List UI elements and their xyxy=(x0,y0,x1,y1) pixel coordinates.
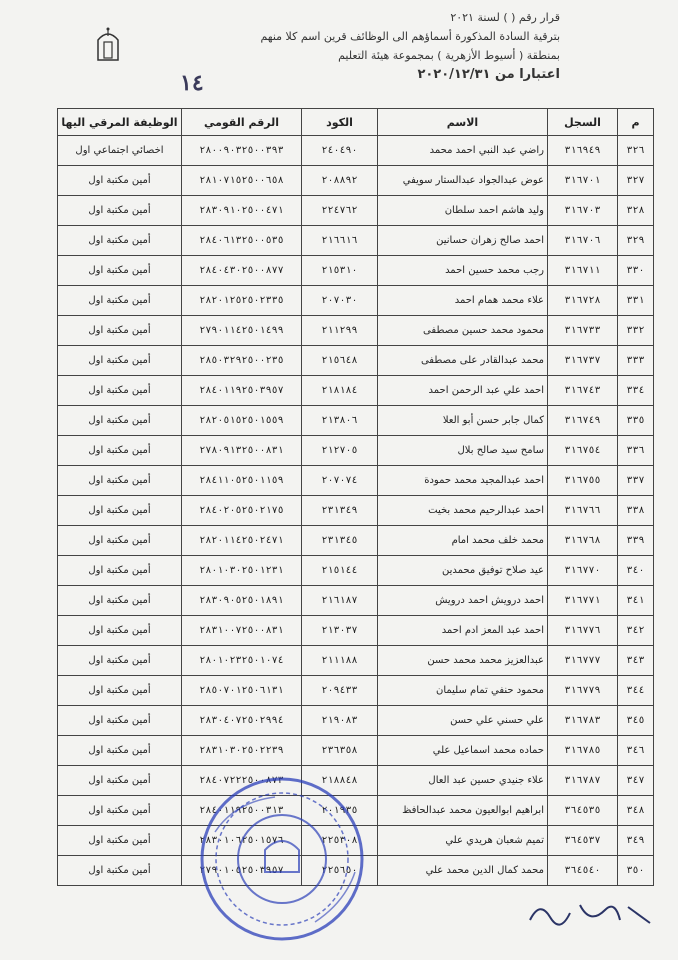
region-line: بمنطقة ( أسيوط الأزهرية ) بمجموعة هيئة التعليم xyxy=(338,49,560,62)
cell-job: أمين مكتبة اول xyxy=(58,826,182,856)
cell-index: ٣٤٧ xyxy=(618,766,654,796)
cell-code: ٢٣٦٣٥٨ xyxy=(302,736,378,766)
handwritten-number: ١٤ xyxy=(180,70,204,96)
decree-header xyxy=(150,8,560,108)
cell-national-id: ٢٨٤٠٢٠٥٢٥٠٢١٧٥ xyxy=(182,496,302,526)
cell-name: محمود حنفي تمام سليمان xyxy=(378,676,548,706)
cell-name: محمد خلف محمد امام xyxy=(378,526,548,556)
cell-register: ٣١٦٧٧٧ xyxy=(548,646,618,676)
cell-index: ٣٤٠ xyxy=(618,556,654,586)
cell-name: محمد كمال الدين محمد علي xyxy=(378,856,548,886)
cell-job: أمين مكتبة اول xyxy=(58,586,182,616)
cell-register: ٣١٦٧٨٥ xyxy=(548,736,618,766)
cell-name: احمد درويش احمد درويش xyxy=(378,586,548,616)
table-row xyxy=(58,196,654,226)
table-row xyxy=(58,736,654,766)
azhar-logo-icon xyxy=(95,26,121,62)
cell-national-id: ٢٨٣١٠٠٧٢٥٠٠٨٣١ xyxy=(182,616,302,646)
cell-index: ٣٤٥ xyxy=(618,706,654,736)
col-header-register: السجل xyxy=(548,109,618,136)
table-row xyxy=(58,646,654,676)
cell-name: احمد صالح زهران حسانين xyxy=(378,226,548,256)
cell-name: راضي عبد النبي احمد محمد xyxy=(378,136,548,166)
cell-code: ٢١٦٦١٦ xyxy=(302,226,378,256)
cell-code: ٢١٩٠٨٣ xyxy=(302,706,378,736)
table-row xyxy=(58,556,654,586)
table-row xyxy=(58,226,654,256)
cell-index: ٣٤٤ xyxy=(618,676,654,706)
cell-index: ٣٤١ xyxy=(618,586,654,616)
cell-name: محمود محمد حسين مصطفى xyxy=(378,316,548,346)
cell-name: سامح سيد صالح بلال xyxy=(378,436,548,466)
cell-code: ٢٤٠٤٩٠ xyxy=(302,136,378,166)
cell-job: اخصائي اجتماعي اول xyxy=(58,136,182,166)
cell-code: ٢١١١٨٨ xyxy=(302,646,378,676)
cell-job: أمين مكتبة اول xyxy=(58,706,182,736)
cell-national-id: ٢٨٢٠١٢٥٢٥٠٢٣٣٥ xyxy=(182,286,302,316)
cell-name: حماده محمد اسماعيل علي xyxy=(378,736,548,766)
cell-register: ٣١٦٧٤٩ xyxy=(548,406,618,436)
cell-national-id: ٢٨٠١٠٣٠٢٥٠١٢٣١ xyxy=(182,556,302,586)
cell-job: أمين مكتبة اول xyxy=(58,856,182,886)
table-header-row xyxy=(58,109,654,136)
decree-number-line: قرار رقم ( ) لسنة ٢٠٢١ xyxy=(450,11,560,24)
table-row xyxy=(58,436,654,466)
table-row xyxy=(58,346,654,376)
cell-index: ٣٣٢ xyxy=(618,316,654,346)
cell-register: ٣١٦٧٨٧ xyxy=(548,766,618,796)
cell-name: علاء محمد همام احمد xyxy=(378,286,548,316)
cell-national-id: ٢٨٤٠٤٣٠٢٥٠٠٨٧٧ xyxy=(182,256,302,286)
cell-register: ٣١٦٧٠٦ xyxy=(548,226,618,256)
cell-index: ٣٢٩ xyxy=(618,226,654,256)
cell-register: ٣١٦٧٧٠ xyxy=(548,556,618,586)
cell-index: ٣٤٣ xyxy=(618,646,654,676)
cell-register: ٣١٦٧٧٩ xyxy=(548,676,618,706)
cell-name: احمد عبدالرحيم محمد بخيت xyxy=(378,496,548,526)
cell-job: أمين مكتبة اول xyxy=(58,526,182,556)
cell-job: أمين مكتبة اول xyxy=(58,376,182,406)
cell-job: أمين مكتبة اول xyxy=(58,166,182,196)
official-seal xyxy=(195,772,370,947)
cell-index: ٣٣٣ xyxy=(618,346,654,376)
cell-national-id: ٢٨٤٠٦١٣٢٥٠٠٥٣٥ xyxy=(182,226,302,256)
effective-date-line: اعتبارا من ٢٠٢٠/١٢/٣١ xyxy=(417,67,560,82)
cell-job: أمين مكتبة اول xyxy=(58,766,182,796)
cell-national-id: ٢٨٣١٠٣٠٢٥٠٢٢٣٩ xyxy=(182,736,302,766)
col-header-national-id: الرقم القومي xyxy=(182,109,302,136)
cell-code: ٢١٨١٨٤ xyxy=(302,376,378,406)
cell-register: ٣١٦٧٦٦ xyxy=(548,496,618,526)
cell-code: ٢٢٥٦٥٠ xyxy=(302,856,378,886)
cell-name: علاء جنيدي حسين عبد العال xyxy=(378,766,548,796)
cell-name: تميم شعبان هريدي علي xyxy=(378,826,548,856)
col-header-name: الاسم xyxy=(378,109,548,136)
cell-national-id: ٢٧٩٠١١٤٢٥٠١٤٩٩ xyxy=(182,316,302,346)
cell-code: ٢٣١٣٤٥ xyxy=(302,526,378,556)
cell-name: عيد صلاح توفيق محمدين xyxy=(378,556,548,586)
cell-register: ٣١٦٧٥٥ xyxy=(548,466,618,496)
cell-national-id: ٢٨٣٠٩١٠٢٥٠٠٤٧١ xyxy=(182,196,302,226)
cell-national-id: ٢٨٤٠١١٩٢٥٠٠٣١٣ xyxy=(182,796,302,826)
cell-national-id: ٢٨١٠٧١٥٢٥٠٠٦٥٨ xyxy=(182,166,302,196)
decree-subject-line: بترقية السادة المذكورة أسماؤهم الى الوظائف قرين اسم كلا منهم xyxy=(260,30,560,43)
cell-index: ٣٣٨ xyxy=(618,496,654,526)
cell-index: ٣٢٧ xyxy=(618,166,654,196)
cell-national-id: ٢٨٣٠١٠٦٢٥٠١٥٧٦ xyxy=(182,826,302,856)
cell-register: ٣٦٤٥٣٥ xyxy=(548,796,618,826)
cell-job: أمين مكتبة اول xyxy=(58,736,182,766)
cell-job: أمين مكتبة اول xyxy=(58,436,182,466)
cell-national-id: ٢٧٨٠٩١٣٢٥٠٠٨٣١ xyxy=(182,436,302,466)
cell-name: ابراهيم ابوالعيون محمد عبدالحافظ xyxy=(378,796,548,826)
cell-national-id: ٢٨٠٠٩٠٣٢٥٠٠٣٩٣ xyxy=(182,136,302,166)
cell-code: ٢٠٧٠٣٠ xyxy=(302,286,378,316)
col-header-index: م xyxy=(618,109,654,136)
cell-job: أمين مكتبة اول xyxy=(58,406,182,436)
table-row xyxy=(58,526,654,556)
promotions-table xyxy=(57,108,654,886)
cell-national-id: ٢٨٣٠٤٠٧٢٥٠٢٩٩٤ xyxy=(182,706,302,736)
cell-code: ٢١٥٦٤٨ xyxy=(302,346,378,376)
cell-index: ٣٣٦ xyxy=(618,436,654,466)
cell-code: ٢٣١٣٤٩ xyxy=(302,496,378,526)
cell-name: احمد عبد المعز ادم احمد xyxy=(378,616,548,646)
cell-code: ٢٢٥٣٠٨ xyxy=(302,826,378,856)
cell-national-id: ٢٨٥٠٣٢٩٢٥٠٠٢٣٥ xyxy=(182,346,302,376)
cell-register: ٣٦٤٥٣٧ xyxy=(548,826,618,856)
cell-index: ٣٣٩ xyxy=(618,526,654,556)
cell-code: ٢٠٨٨٩٢ xyxy=(302,166,378,196)
cell-name: رجب محمد حسين احمد xyxy=(378,256,548,286)
cell-name: كمال جابر حسن أبو العلا xyxy=(378,406,548,436)
cell-code: ٢١١٢٩٩ xyxy=(302,316,378,346)
cell-code: ٢١٣٨٠٦ xyxy=(302,406,378,436)
table-row xyxy=(58,706,654,736)
cell-national-id: ٢٨٢٠١١٤٢٥٠٢٤٧١ xyxy=(182,526,302,556)
cell-index: ٣٣١ xyxy=(618,286,654,316)
cell-register: ٣١٦٧٢٨ xyxy=(548,286,618,316)
cell-job: أمين مكتبة اول xyxy=(58,646,182,676)
table-row xyxy=(58,136,654,166)
cell-code: ٢١٥١٤٤ xyxy=(302,556,378,586)
cell-national-id: ٢٨٢٠٥١٥٢٥٠١٥٥٩ xyxy=(182,406,302,436)
cell-name: علي حسني علي حسن xyxy=(378,706,548,736)
cell-code: ٢١٦١٨٧ xyxy=(302,586,378,616)
table-row xyxy=(58,466,654,496)
cell-job: أمين مكتبة اول xyxy=(58,466,182,496)
table-row xyxy=(58,676,654,706)
cell-code: ٢٠٩٤٣٣ xyxy=(302,676,378,706)
cell-name: وليد هاشم احمد سلطان xyxy=(378,196,548,226)
cell-register: ٣١٦٧٣٣ xyxy=(548,316,618,346)
cell-index: ٣٣٤ xyxy=(618,376,654,406)
table-row xyxy=(58,316,654,346)
table-row xyxy=(58,376,654,406)
cell-job: أمين مكتبة اول xyxy=(58,556,182,586)
cell-name: احمد علي عبد الرحمن احمد xyxy=(378,376,548,406)
cell-index: ٣٤٨ xyxy=(618,796,654,826)
cell-job: أمين مكتبة اول xyxy=(58,616,182,646)
cell-national-id: ٢٨٤٠٧٢٢٢٥٠٠٨٧٣ xyxy=(182,766,302,796)
table-row xyxy=(58,166,654,196)
cell-job: أمين مكتبة اول xyxy=(58,256,182,286)
cell-register: ٣١٦٧٠٣ xyxy=(548,196,618,226)
cell-name: محمد عبدالقادر على مصطفى xyxy=(378,346,548,376)
cell-index: ٣٣٠ xyxy=(618,256,654,286)
cell-code: ٢١٥٣١٠ xyxy=(302,256,378,286)
col-header-code: الكود xyxy=(302,109,378,136)
cell-register: ٣١٦٧٧١ xyxy=(548,586,618,616)
cell-index: ٣٢٨ xyxy=(618,196,654,226)
signature xyxy=(520,895,660,930)
cell-register: ٣٦٤٥٤٠ xyxy=(548,856,618,886)
cell-national-id: ٢٧٩٠١٠٥٢٥٠٣٩٥٧ xyxy=(182,856,302,886)
cell-register: ٣١٦٧٦٨ xyxy=(548,526,618,556)
cell-code: ٢٢٤٧٦٢ xyxy=(302,196,378,226)
cell-name: عبدالعزيز محمد محمد حسن xyxy=(378,646,548,676)
col-header-job: الوظيفة المرقي اليها xyxy=(58,109,182,136)
cell-index: ٣٥٠ xyxy=(618,856,654,886)
cell-index: ٣٣٧ xyxy=(618,466,654,496)
cell-national-id: ٢٨٤١١٠٥٢٥٠١١٥٩ xyxy=(182,466,302,496)
table-row xyxy=(58,616,654,646)
cell-index: ٣٤٢ xyxy=(618,616,654,646)
cell-job: أمين مكتبة اول xyxy=(58,346,182,376)
table-row xyxy=(58,286,654,316)
cell-register: ٣١٦٧٥٤ xyxy=(548,436,618,466)
table-row xyxy=(58,406,654,436)
cell-index: ٣٤٦ xyxy=(618,736,654,766)
cell-national-id: ٢٨٥٠٧٠١٢٥٠٦١٣١ xyxy=(182,676,302,706)
table-row xyxy=(58,496,654,526)
cell-name: احمد عبدالمجيد محمد حمودة xyxy=(378,466,548,496)
cell-national-id: ٢٨٠١٠٢٣٢٥٠١٠٧٤ xyxy=(182,646,302,676)
cell-register: ٣١٦٩٤٩ xyxy=(548,136,618,166)
cell-index: ٣٤٩ xyxy=(618,826,654,856)
cell-job: أمين مكتبة اول xyxy=(58,796,182,826)
table-row xyxy=(58,586,654,616)
cell-index: ٣٢٦ xyxy=(618,136,654,166)
cell-code: ٢١٢٧٠٥ xyxy=(302,436,378,466)
cell-job: أمين مكتبة اول xyxy=(58,286,182,316)
cell-national-id: ٢٨٤٠١١٩٢٥٠٣٩٥٧ xyxy=(182,376,302,406)
cell-code: ٢١٨٨٤٨ xyxy=(302,766,378,796)
cell-name: عوض عبدالجواد عبدالستار سويفي xyxy=(378,166,548,196)
cell-register: ٣١٦٧٣٧ xyxy=(548,346,618,376)
cell-job: أمين مكتبة اول xyxy=(58,226,182,256)
cell-code: ٢١٣٠٣٧ xyxy=(302,616,378,646)
cell-register: ٣١٦٧٧٦ xyxy=(548,616,618,646)
cell-job: أمين مكتبة اول xyxy=(58,496,182,526)
cell-register: ٣١٦٧٠١ xyxy=(548,166,618,196)
cell-job: أمين مكتبة اول xyxy=(58,316,182,346)
cell-register: ٣١٦٧٨٣ xyxy=(548,706,618,736)
cell-job: أمين مكتبة اول xyxy=(58,196,182,226)
cell-register: ٣١٦٧١١ xyxy=(548,256,618,286)
table-row xyxy=(58,256,654,286)
cell-national-id: ٢٨٣٠٩٠٥٢٥٠١٨٩١ xyxy=(182,586,302,616)
cell-code: ٢٠١٩٣٥ xyxy=(302,796,378,826)
cell-code: ٢٠٧٠٧٤ xyxy=(302,466,378,496)
cell-index: ٣٣٥ xyxy=(618,406,654,436)
cell-register: ٣١٦٧٤٣ xyxy=(548,376,618,406)
cell-job: أمين مكتبة اول xyxy=(58,676,182,706)
